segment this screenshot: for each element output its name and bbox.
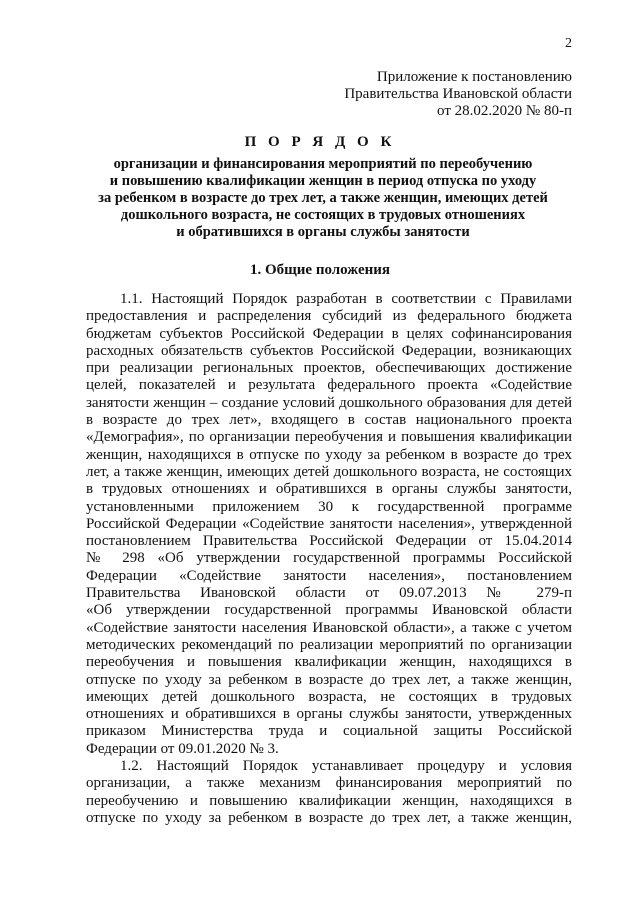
paragraph-line: имеющих детей дошкольного возраста, не состоящих в трудовых — [86, 688, 572, 705]
paragraph-line: Федерации от 09.01.2020 № 3. — [86, 740, 279, 757]
paragraph-line: предоставления и распределения субсидий из федерального бюджета — [86, 308, 572, 325]
section-heading: 1. Общие положения — [249, 262, 391, 278]
paragraph-line: постановлением Правительства Российской Федерации от 15.04.2014 — [86, 533, 572, 550]
subtitle-line: дошкольного возраста, не состоящих в трудовых отношениях — [120, 207, 526, 223]
paragraph-line: методических рекомендаций по реализации мероприятий по организации — [86, 636, 572, 653]
paragraph-line: Правительства Ивановской области от 09.07.2013 № 279-п — [86, 585, 572, 602]
subtitle-line: организации и финансирования мероприятий по переобучению — [113, 156, 533, 172]
paragraph-line: № 298 «Об утверждении государственной программы Российской — [86, 550, 572, 567]
paragraph-line: «Содействие занятости населения Ивановской области», а также с учетом — [86, 619, 572, 636]
paragraph — [86, 291, 572, 758]
page-number: 2 — [565, 36, 572, 51]
paragraph-line: отпуске по уходу за ребенком в возрасте до трех лет, а также женщин, — [86, 809, 572, 826]
paragraph-line: целей, показателей и результата федерального проекта «Содействие — [86, 377, 572, 394]
paragraph-line: 1.2. Настоящий Порядок устанавливает процедуру и условия — [120, 758, 572, 775]
paragraph-line: Федерации «Содействие занятости населения», постановлением — [86, 567, 572, 584]
subtitle-line: и обратившихся в органы службы занятости — [176, 224, 470, 240]
paragraph-line: переобучения и повышения квалификации женщин, находящихся в — [86, 654, 572, 671]
subtitle-line: и повышению квалификации женщин в период отпуска по уходу — [109, 173, 537, 189]
paragraph-line: отношениях и обратившихся в органы службы занятости, утвержденных — [86, 706, 572, 723]
document-body — [86, 291, 572, 827]
paragraph-line: 1.1. Настоящий Порядок разработан в соответствии с Правилами — [120, 291, 572, 307]
paragraph-line: расходных обязательств субъектов Российской Федерации, возникающих — [86, 342, 572, 359]
document-subtitle — [75, 156, 571, 241]
paragraph-line: организации, а также механизм финансирования мероприятий по — [86, 775, 572, 792]
paragraph-line: при реализации региональных проектов, обеспечивающих достижение — [86, 360, 572, 377]
paragraph-line: в возрасте до трех лет», входящего в состав национального проекта — [86, 412, 572, 429]
appendix-line: от 28.02.2020 № 80-п — [437, 103, 572, 119]
document-title: П О Р Я Д О К — [244, 134, 396, 150]
paragraph-line: установленными приложением 30 к государственной программе — [86, 498, 572, 515]
appendix-line: Правительства Ивановской области — [344, 86, 572, 102]
paragraph-line: занятости женщин – создание условий дошкольного образования для детей — [86, 394, 572, 411]
paragraph-line: женщин, находящихся в отпуске по уходу за ребенком в возрасте до трех — [86, 446, 572, 463]
paragraph-line: переобучению и повышению квалификации женщин, находящихся в — [86, 792, 572, 809]
subtitle-line: за ребенком в возрасте до трех лет, а также женщин, имеющих детей — [98, 190, 548, 206]
paragraph-line: отпуске по уходу за ребенком в возрасте до трех лет, а также женщин, — [86, 671, 572, 688]
appendix-block — [344, 69, 572, 120]
paragraph-line: «Демография», по организации переобучения и повышения квалификации — [86, 429, 572, 446]
paragraph-line: «Об утверждении государственной программы Ивановской области — [86, 602, 572, 619]
paragraph-line: бюджетам субъектов Российской Федерации в целях софинансирования — [86, 325, 572, 342]
paragraph-line: Российской Федерации «Содействие занятости населения», утвержденной — [86, 515, 572, 532]
paragraph-line: лет, а также женщин, имеющих детей дошкольного возраста, не состоящих — [86, 463, 572, 480]
appendix-line: Приложение к постановлению — [376, 69, 572, 85]
paragraph-line: приказом Министерства труда и социальной защиты Российской — [86, 723, 572, 740]
paragraph — [86, 758, 572, 827]
paragraph-line: в трудовых отношениях и обратившихся в органы службы занятости, — [86, 481, 572, 498]
